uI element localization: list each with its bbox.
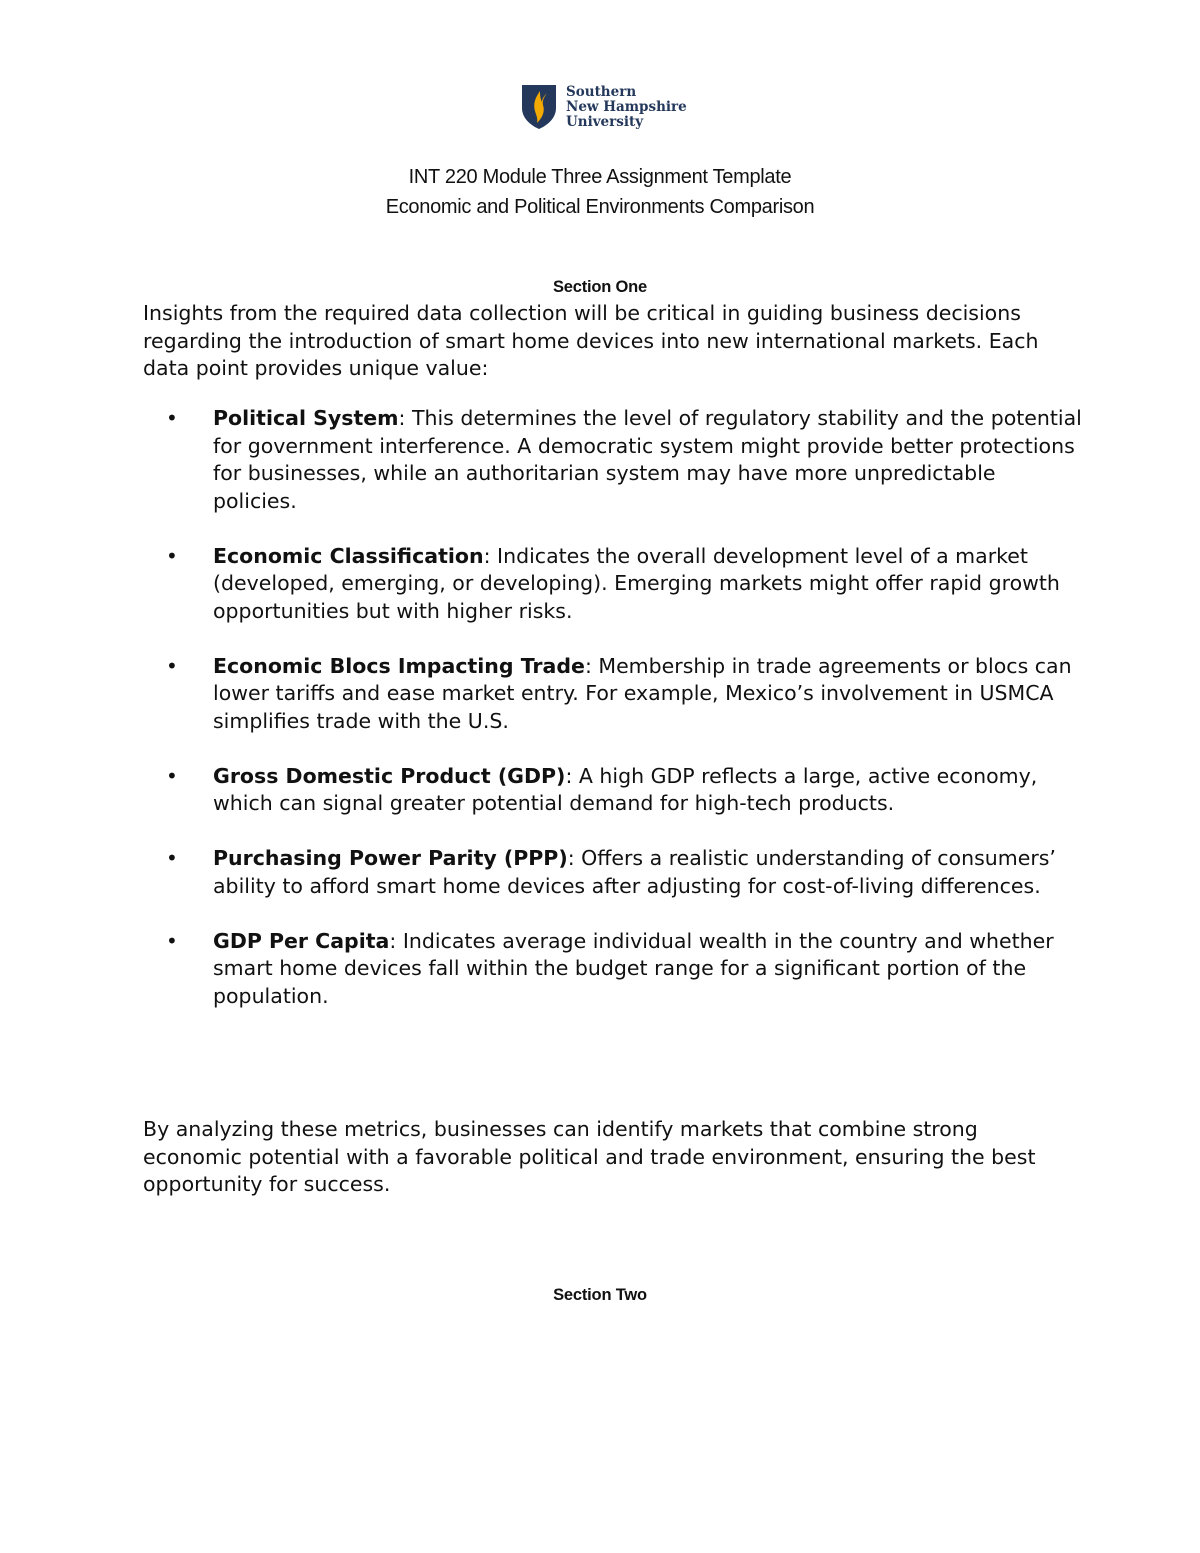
item-description: : Membership in trade agreements or blocs can lower tariffs and ease market entry. For example, Mexico’s involvement in USMCA simplifies trade with the U.S. — [213, 653, 1072, 733]
list-item — [143, 405, 1083, 515]
shield-flame-icon — [521, 84, 557, 130]
logo-line-1: Southern — [566, 84, 637, 100]
section-one-intro: Insights from the required data collection will be critical in guiding business decisions regarding the introduction of smart home devices into new international markets. Each data point provides unique value: — [143, 301, 1039, 380]
bullet-icon: • — [166, 543, 178, 568]
item-description: : Indicates the overall development level of a market (developed, emerging, or developing). Emerging markets might offer rapid growth opportunities but with higher risks. — [213, 543, 1060, 623]
document-title: INT 220 Module Three Assignment Template — [408, 166, 792, 188]
list-item — [143, 845, 1083, 900]
item-description: : Offers a realistic understanding of consumers’ ability to afford smart home devices after adjusting for cost-of-living differences. — [213, 846, 1056, 898]
list-item — [143, 543, 1083, 626]
list-item — [143, 653, 1083, 736]
item-term: Economic Classification — [213, 543, 484, 568]
item-description: : A high GDP reflects a large, active economy, which can signal greater potential demand for high-tech products. — [213, 763, 1038, 815]
bullet-icon: • — [166, 763, 178, 788]
logo-line-2: New Hampshire — [566, 99, 687, 115]
bullet-icon: • — [166, 653, 178, 678]
logo-wordmark — [566, 85, 687, 130]
item-term: GDP Per Capita — [213, 928, 390, 953]
section-two-heading: Section Two — [553, 1286, 647, 1304]
bullet-icon: • — [166, 406, 178, 430]
section-one-conclusion: By analyzing these metrics, businesses can identify markets that combine strong economic potential with a favorable political and trade environment, ensuring the best opportunity for success. — [143, 1117, 1036, 1196]
logo-line-3: University — [566, 114, 644, 130]
item-description: : This determines the level of regulatory stability and the potential for government interference. A democratic system might provide better protections for businesses, while an authoritarian system may have more unpredictable policies. — [213, 406, 1082, 513]
item-term: Political System — [213, 406, 399, 430]
bullet-icon: • — [166, 928, 178, 953]
data-points-list — [143, 405, 1083, 1038]
list-item — [143, 928, 1083, 1011]
university-logo — [521, 84, 691, 132]
item-term: Gross Domestic Product (GDP) — [213, 763, 566, 788]
section-one-heading: Section One — [552, 278, 648, 296]
item-term: Purchasing Power Parity (PPP) — [213, 846, 568, 870]
item-description: : Indicates average individual wealth in the country and whether smart home devices fall within the budget range for a significant portion of the population. — [213, 928, 1054, 1008]
list-item — [143, 763, 1083, 818]
item-term: Economic Blocs Impacting Trade — [213, 653, 585, 678]
document-subtitle: Economic and Political Environments Comparison — [385, 196, 815, 218]
bullet-icon: • — [166, 846, 178, 870]
